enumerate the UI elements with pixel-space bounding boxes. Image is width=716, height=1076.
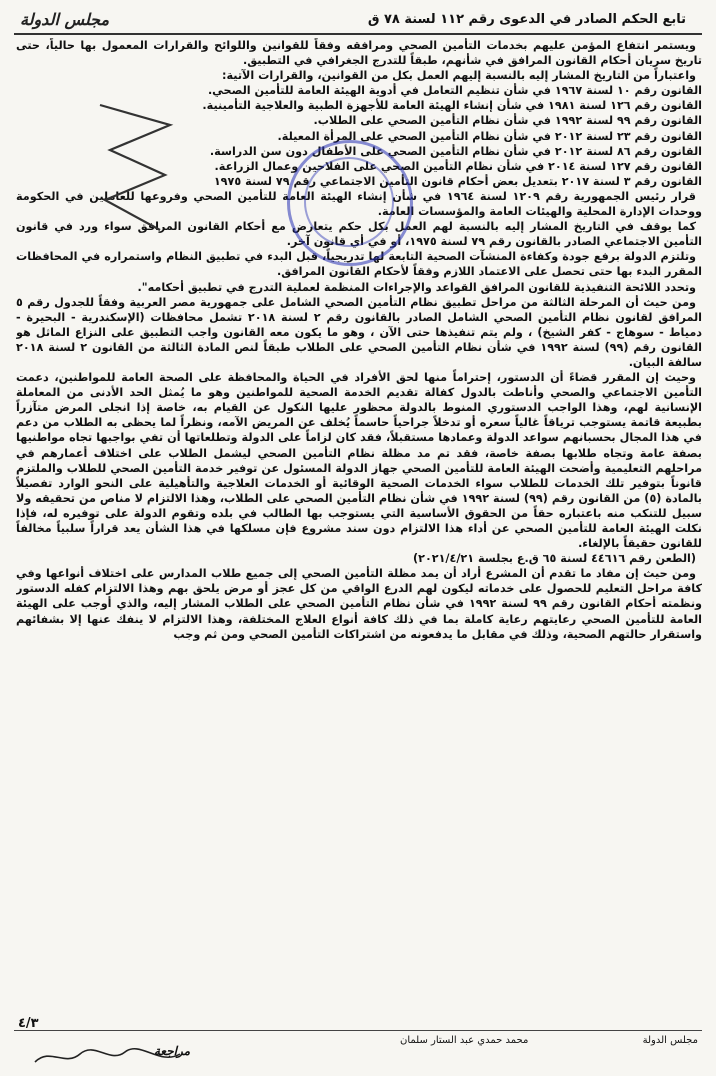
law-item: القانون رقم ٩٩ لسنة ١٩٩٢ في شأن نظام التأمين الصحي على الطلاب. [313,114,702,128]
paragraph-state-obligation: وتلتزم الدولة برفع جودة وكفاءة المنشآت الصحية التابعة لها تدريجياً، قبل البدء في تطبيق النظام واستمراره في المحافظات المقرر البدء بها حتى تحصل على الاعتماد اللازم وفقاً لأحكام القانون المرافق. [16,250,702,279]
document-body [16,38,702,998]
header-divider [14,33,702,35]
paragraph-decree: قرار رئيس الجمهورية رقم ١٢٠٩ لسنة ١٩٦٤ في شأن إنشاء الهيئة العامة للتأمين الصحي وفروعها للعاملين في الحكومة ووحدات الإدارة المحلية والهيئات العامة والمؤسسات العامة. [16,189,702,219]
court-name: مجلس الدولة [20,10,110,29]
paragraph-laws-intro: واعتباراً من التاريخ المشار إليه بالنسبة إليهم العمل بكل من القوانين، والقرارات الآتية: [222,69,696,83]
signature-text: مراجعة [153,1044,190,1058]
case-title: تابع الحكم الصادر في الدعوى رقم ١١٢ لسنة ٧٨ ق [367,12,686,27]
paragraph-executive-regulation: وتحدد اللائحة التنفيذية للقانون المرافق القواعد والإجراءات المنظمة لعملية التدرج في تطبيق أحكامه". [137,280,696,294]
footer-clerk-name: محمد حمدي عبد الستار سلمان [400,1035,529,1046]
paragraph-continuation: ويستمر انتفاع المؤمن عليهم بخدمات التأمين الصحي ومرافقه وفقاً للقوانين واللوائح والقرارات المعمول بها حالياً، حتى تاريخ سريان أحكام القانون المرافق في شأنهم، طبقاً للتدرج الجغرافي في التطبيق. [16,39,702,68]
appeal-citation: (الطعن رقم ٤٤٦١٦ لسنة ٦٥ ق.ع بجلسة ٢٠٢١/٤/٢١) [412,552,696,566]
signature-icon [30,1042,190,1070]
law-item: القانون رقم ٨٦ لسنة ٢٠١٢ في شأن نظام التأمين الصحي على الأطفال دون سن الدراسة. [209,144,702,158]
law-item: القانون رقم ٢٣ لسنة ٢٠١٢ في شأن نظام التأمين الصحي على المرأة المعيلة. [277,129,702,143]
law-item: القانون رقم ١٢٦ لسنة ١٩٨١ في شأن إنشاء الهيئة العامة للأجهزة الطبية والعلاجية التأمينية. [202,99,702,113]
law-item: القانون رقم ٣ لسنة ٢٠١٧ بتعديل بعض أحكام قانون التأمين الاجتماعي رقم ٧٩ لسنة ١٩٧٥ [213,174,702,188]
page-number: ٤/٣ [18,1016,39,1031]
paragraph-conclusion: ومن حيث إن مفاد ما تقدم أن المشرع أراد أن يمد مظلة التأمين الصحي إلى جميع طلاب المدارس على اختلاف أنواعها وفي كافة مراحل التعليم للحصول على خدماته ليكون لهم الدرع الواقي من كل عجز أو مرض يلحق بهم وهذا الالتزام كفله الدستور ونظمته أحكام القانون رقم ٩٩ لسنة ١٩٩٢ في شأن نظام التأمين الصحي على الطلاب المشار إليه، والذي أوجب على الهيئة العامة للتأمين الصحي رعايتهم رعاية كاملة بما في ذلك كافة أنواع العلاج المختلفة، وهذا الالتزام لا ينفك عنها إلا بشفائهم واستقرار حالتهم الصحية، وذلك في مقابل ما يدفعونه من اشتراكات التأمين الصحي ومن ثم وجب [16,567,702,641]
paragraph-judicial-principle: وحيث إن المقرر قضاءً أن الدستور، إحتراماً منها لحق الأفراد في الحياة والمحافظة على الصحة العامة للمواطنين، دعمت التأمين الاجتماعي والصحي وأناطت بالدول كفالة تقديم الخدمة الصحية للمواطنين وهو ما يُمثل الحد الأدنى من المعاملة الإنسانية لهم، وهذا الواجب الدستوري المنوط بالدولة محظور عليها النكول عن القيام به، خاصة إذا انجلى المرض متآزراً بطبيعة قاتمة يستوجب ترياقاً غالياً سعره أو تدخلاً جراحياً حاسماً يُخلف عن المريض الآمه، ونظراً لما يحظى به الطلاب من دعم في هذا المجال بحسبانهم سواعد الدولة وعمادها مستقبلاً، فقد كان لزاماً على الدولة وتطلعاتها أن تفي بواجبها تجاه مواطنيها بصفة عامة وتجاه طلابها بصفة خاصة، فقد تم مد مظلة نظام التأمين الصحي ليشمل الطلاب على اختلاف أعمارهم في مراحلهم التعليمية وأضحت الهيئة العامة للتأمين الصحي جهاز الدولة المسئول عن توفير خدمة التأمين الصحي للطلاب والملتزم قانوناً بتوفير تلك الخدمات للطلاب سواء الخدمات الصحية الوقائية أو الخدمات العلاجية والتأهيلية على النحو الوارد تفصيلاً بالمادة (٥) من القانون رقم (٩٩) لسنة ١٩٩٢ في شأن نظام التأمين الصحي على الطلاب، وهذا الالتزام لا مناص من تحقيقه ولا سبيل للتنكب منه باعتباره حقاً من الحقوق الأساسية التي يستوجب بها الطالب في بلده وتقوم الدولة على توفيره له، فإذا نكلت الهيئة العامة للتأمين الصحي عن أداء هذا الالتزام دون سند مشروع فإن مسلكها في هذا الشأن يعد قراراً سلبياً مخالفاً للقانون حقيقاً بالإلغاء. [16,371,702,551]
footer-divider [14,1030,702,1031]
law-item: القانون رقم ١٢٧ لسنة ٢٠١٤ في شأن نظام التأمين الصحي على الفلاحين وعمال الزراعة. [214,159,702,173]
paragraph-third-phase: ومن حيث أن المرحلة الثالثة من مراحل تطبيق نظام التأمين الصحي الشامل على جمهورية مصر العربية وفقاً للجدول رقم ٥ المرافق لقانون نظام التأمين الصحي الشامل الصادر بالقانون رقم ٢ لسنة ٢٠١٨ تشمل محافظات (الإسكندرية - البحيرة - دمياط - سوهاج - كفر الشيخ) ، ولم يتم تنفيذها حتى الآن ، وهو ما يكون معه القانون واجب التطبيق على النزاع الماثل هو القانون رقم (٩٩) لسنة ١٩٩٢ في شأن نظام التأمين الصحي على الطلاب طبقاً لنص المادة الثالثة من القانون ٢ لسنة ٢٠١٨ سالفة البيان. [16,295,702,369]
paragraph-suspension: كما يوقف في التاريخ المشار إليه بالنسبة لهم العمل بكل حكم يتعارض مع أحكام القانون المرافق سواء ورد في قانون التأمين الاجتماعي الصادر بالقانون رقم ٧٩ لسنة ١٩٧٥، أو في أي قانون آخر. [16,220,702,249]
laws-list [16,83,702,189]
law-item: القانون رقم ١٠ لسنة ١٩٦٧ في شأن تنظيم التعامل في أدوية الهيئة العامة للتأمين الصحي. [207,84,702,98]
signature [30,1042,190,1070]
footer-court-label: مجلس الدولة [642,1035,698,1046]
